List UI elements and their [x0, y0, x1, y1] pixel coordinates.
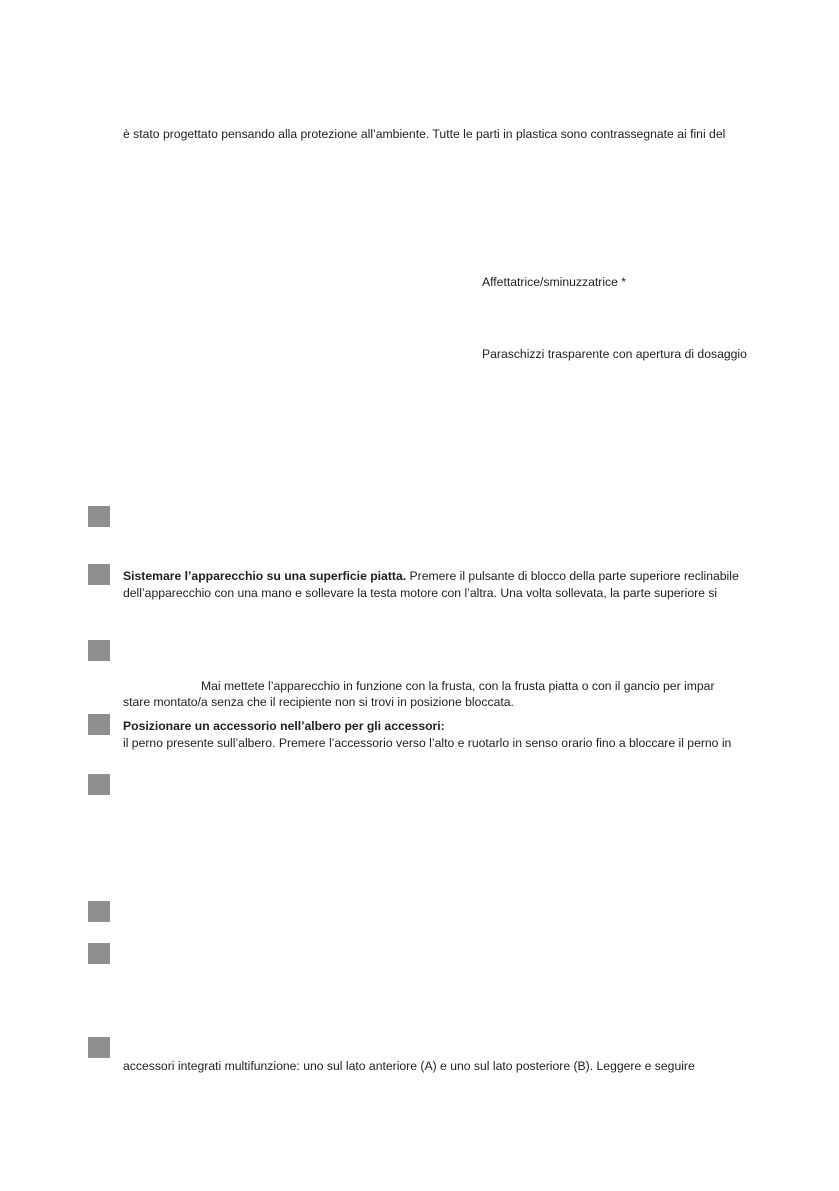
- step-marker-6: [88, 901, 110, 922]
- intro-text-line: è stato progettato pensando alla protezione all’ambiente. Tutte le parti in plastica sono contrassegnate ai fini del: [123, 127, 726, 141]
- step-2-text: Premere il pulsante di blocco della parte superiore reclinabile: [406, 569, 739, 583]
- part-splash-guard-label: Paraschizzi trasparente con apertura di dosaggio: [482, 347, 747, 361]
- step-3-line-2: stare montato/a senza che il recipiente non si trovi in posizione bloccata.: [123, 695, 514, 709]
- step-4-line-2: il perno presente sull’albero. Premere l’accessorio verso l’alto e ruotarlo in senso orario fino a bloccare il perno in: [123, 736, 732, 750]
- step-marker-8: [88, 1037, 110, 1058]
- step-2-line-2: dell’apparecchio con una mano e sollevare la testa motore con l’altra. Una volta sollevata, la parte superiore si: [123, 586, 718, 600]
- step-marker-1: [88, 506, 110, 527]
- step-marker-4: [88, 714, 110, 735]
- step-2-heading: Sistemare l’apparecchio su una superficie piatta.: [123, 569, 407, 583]
- step-2-line-1: [123, 568, 739, 584]
- step-marker-5: [88, 774, 110, 795]
- step-4-heading: Posizionare un accessorio nell’albero per gli accessori:: [123, 719, 445, 733]
- step-8-line: accessori integrati multifunzione: uno sul lato anteriore (A) e uno sul lato posteriore (B). Leggere e seguire: [123, 1059, 695, 1073]
- step-marker-3: [88, 640, 110, 661]
- step-3-line-1: Mai mettete l’apparecchio in funzione con la frusta, con la frusta piatta o con il gancio per impar: [201, 679, 715, 693]
- part-slicer-label: Affettatrice/sminuzzatrice *: [482, 275, 627, 289]
- step-marker-7: [88, 943, 110, 964]
- step-marker-2: [88, 564, 110, 585]
